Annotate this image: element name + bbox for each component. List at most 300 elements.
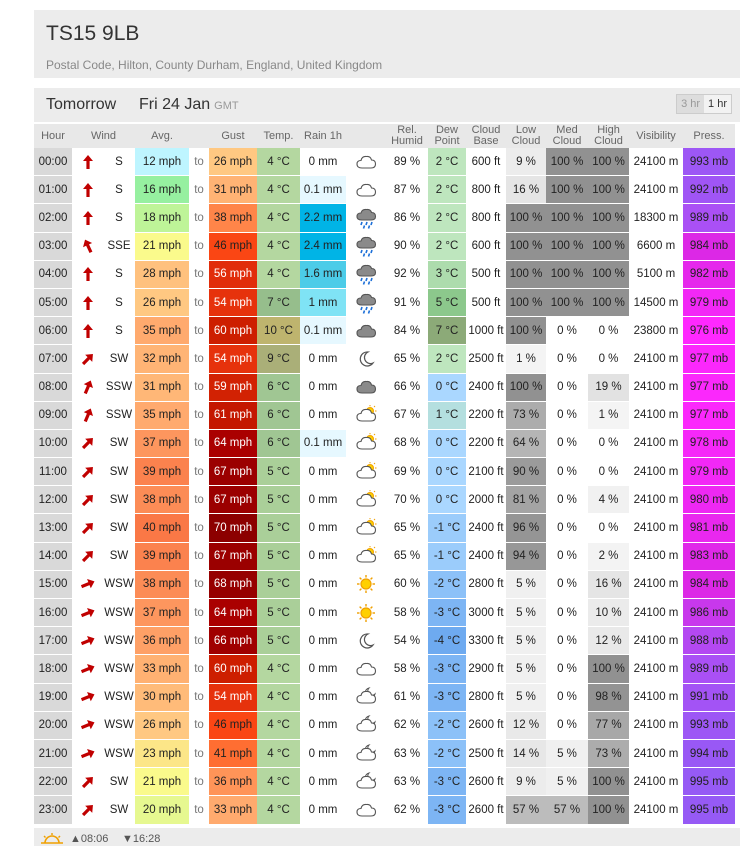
to-label: to [189, 739, 209, 767]
hour-cell: 21:00 [34, 739, 72, 767]
visibility: 24100 m [629, 796, 683, 824]
med-cloud: 0 % [546, 542, 588, 570]
header-med [546, 124, 588, 148]
high-cloud: 0 % [588, 317, 629, 345]
temperature: 4 °C [257, 711, 300, 739]
to-label: to [189, 458, 209, 486]
location-header [34, 10, 740, 78]
humidity: 66 % [386, 373, 428, 401]
pressure: 988 mb [683, 627, 735, 655]
rain-amount: 0 mm [300, 739, 346, 767]
wind-direction: S [103, 288, 135, 316]
hour-cell: 11:00 [34, 458, 72, 486]
header-avg: Avg. [135, 124, 189, 148]
cloud-base: 500 ft [466, 288, 506, 316]
high-cloud: 100 % [588, 655, 629, 683]
table-row [34, 458, 735, 486]
temperature: 5 °C [257, 486, 300, 514]
rain-amount: 0 mm [300, 542, 346, 570]
wind-arrow-icon [72, 486, 103, 514]
humidity: 84 % [386, 317, 428, 345]
table-row [34, 768, 735, 796]
rain-cloud-icon [346, 204, 386, 232]
to-label: to [189, 429, 209, 457]
pressure: 986 mb [683, 599, 735, 627]
wind-gust: 70 mph [209, 514, 257, 542]
dew-point: 2 °C [428, 148, 466, 176]
temperature: 6 °C [257, 401, 300, 429]
wind-direction: WSW [103, 739, 135, 767]
wind-avg: 12 mph [135, 148, 189, 176]
high-cloud: 4 % [588, 486, 629, 514]
dew-point: -1 °C [428, 514, 466, 542]
wind-avg: 30 mph [135, 683, 189, 711]
dew-point: 0 °C [428, 429, 466, 457]
high-cloud: 98 % [588, 683, 629, 711]
pressure: 995 mb [683, 768, 735, 796]
pressure: 994 mb [683, 739, 735, 767]
pressure: 977 mb [683, 373, 735, 401]
visibility: 24100 m [629, 768, 683, 796]
low-cloud: 5 % [506, 683, 546, 711]
wind-direction: S [103, 204, 135, 232]
pressure: 983 mb [683, 542, 735, 570]
hour-cell: 20:00 [34, 711, 72, 739]
wind-avg: 21 mph [135, 232, 189, 260]
low-cloud: 100 % [506, 232, 546, 260]
med-cloud: 5 % [546, 739, 588, 767]
humidity: 91 % [386, 288, 428, 316]
visibility: 24100 m [629, 627, 683, 655]
cloud-base: 600 ft [466, 232, 506, 260]
dew-point: 0 °C [428, 373, 466, 401]
pressure: 979 mb [683, 458, 735, 486]
wind-gust: 54 mph [209, 288, 257, 316]
to-label: to [189, 711, 209, 739]
wind-avg: 40 mph [135, 514, 189, 542]
header-high [588, 124, 629, 148]
wind-gust: 46 mph [209, 232, 257, 260]
visibility: 5100 m [629, 260, 683, 288]
rain-amount: 0 mm [300, 768, 346, 796]
dew-point: -1 °C [428, 542, 466, 570]
cloud-base: 2600 ft [466, 711, 506, 739]
header-dew-line2: Point [434, 135, 460, 147]
humidity: 86 % [386, 204, 428, 232]
wind-avg: 33 mph [135, 655, 189, 683]
low-cloud: 100 % [506, 317, 546, 345]
header-cloudbase-line1: Cloud [471, 124, 501, 136]
dew-point: 3 °C [428, 260, 466, 288]
humidity: 62 % [386, 796, 428, 824]
date-text: Fri 24 Jan [139, 96, 211, 113]
pressure: 989 mb [683, 204, 735, 232]
cloud-icon [346, 176, 386, 204]
moon-icon [346, 345, 386, 373]
cloud-base: 2400 ft [466, 542, 506, 570]
sun-cloud-icon [346, 514, 386, 542]
wind-arrow-icon [72, 570, 103, 598]
pressure: 984 mb [683, 570, 735, 598]
humidity: 65 % [386, 345, 428, 373]
cloud-base: 600 ft [466, 148, 506, 176]
med-cloud: 100 % [546, 176, 588, 204]
humidity: 63 % [386, 768, 428, 796]
wind-avg: 18 mph [135, 204, 189, 232]
wind-avg: 36 mph [135, 627, 189, 655]
to-label: to [189, 345, 209, 373]
to-label: to [189, 260, 209, 288]
visibility: 24100 m [629, 599, 683, 627]
table-header [34, 124, 735, 148]
dew-point: 0 °C [428, 486, 466, 514]
table-row [34, 796, 735, 824]
wind-gust: 60 mph [209, 655, 257, 683]
visibility: 24100 m [629, 683, 683, 711]
visibility: 24100 m [629, 148, 683, 176]
wind-gust: 46 mph [209, 711, 257, 739]
wind-direction: WSW [103, 655, 135, 683]
high-cloud: 19 % [588, 373, 629, 401]
low-cloud: 14 % [506, 739, 546, 767]
temperature: 4 °C [257, 796, 300, 824]
rain-amount: 0 mm [300, 514, 346, 542]
to-label: to [189, 288, 209, 316]
dew-point: -3 °C [428, 768, 466, 796]
low-cloud: 94 % [506, 542, 546, 570]
wind-direction: S [103, 148, 135, 176]
rain-amount: 1.6 mm [300, 260, 346, 288]
pressure: 982 mb [683, 260, 735, 288]
visibility: 24100 m [629, 711, 683, 739]
hour-cell: 16:00 [34, 599, 72, 627]
moon-cloud-icon [346, 711, 386, 739]
visibility: 24100 m [629, 176, 683, 204]
visibility: 24100 m [629, 486, 683, 514]
moon-cloud-icon [346, 739, 386, 767]
wind-avg: 26 mph [135, 711, 189, 739]
header-low-line1: Low [515, 124, 537, 136]
humidity: 90 % [386, 232, 428, 260]
day-bar [34, 88, 740, 122]
wind-avg: 38 mph [135, 486, 189, 514]
wind-arrow-icon [72, 655, 103, 683]
low-cloud: 5 % [506, 599, 546, 627]
header-high-line1: High [597, 124, 620, 136]
temperature: 4 °C [257, 768, 300, 796]
temperature: 4 °C [257, 739, 300, 767]
header-humid-line2: Humid [391, 135, 423, 147]
cloud-base: 2800 ft [466, 683, 506, 711]
hour-cell: 01:00 [34, 176, 72, 204]
wind-direction: SW [103, 486, 135, 514]
to-label: to [189, 796, 209, 824]
temperature: 5 °C [257, 542, 300, 570]
sun-icon [346, 599, 386, 627]
rain-amount: 0 mm [300, 458, 346, 486]
header-low [506, 124, 546, 148]
low-cloud: 100 % [506, 373, 546, 401]
rain-amount: 0 mm [300, 148, 346, 176]
wind-gust: 33 mph [209, 796, 257, 824]
visibility: 24100 m [629, 401, 683, 429]
high-cloud: 100 % [588, 768, 629, 796]
humidity: 67 % [386, 401, 428, 429]
wind-avg: 23 mph [135, 739, 189, 767]
med-cloud: 0 % [546, 655, 588, 683]
med-cloud: 0 % [546, 401, 588, 429]
header-pressure: Press. [683, 124, 735, 148]
dark-cloud-icon [346, 373, 386, 401]
rain-amount: 0 mm [300, 711, 346, 739]
wind-gust: 67 mph [209, 458, 257, 486]
low-cloud: 16 % [506, 176, 546, 204]
to-label: to [189, 542, 209, 570]
date-label [139, 96, 239, 114]
rain-amount: 2.4 mm [300, 232, 346, 260]
wind-direction: SSW [103, 401, 135, 429]
wind-avg: 38 mph [135, 570, 189, 598]
temperature: 5 °C [257, 627, 300, 655]
cloud-base: 2400 ft [466, 373, 506, 401]
humidity: 60 % [386, 570, 428, 598]
high-cloud: 100 % [588, 288, 629, 316]
humidity: 68 % [386, 429, 428, 457]
wind-avg: 21 mph [135, 768, 189, 796]
to-label: to [189, 768, 209, 796]
temperature: 4 °C [257, 148, 300, 176]
sun-cloud-icon [346, 486, 386, 514]
wind-avg: 28 mph [135, 260, 189, 288]
low-cloud: 57 % [506, 796, 546, 824]
cloud-base: 800 ft [466, 176, 506, 204]
wind-arrow-icon [72, 711, 103, 739]
low-cloud: 81 % [506, 486, 546, 514]
sun-cloud-icon [346, 429, 386, 457]
wind-gust: 54 mph [209, 345, 257, 373]
wind-gust: 36 mph [209, 768, 257, 796]
wind-gust: 56 mph [209, 260, 257, 288]
wind-gust: 60 mph [209, 317, 257, 345]
wind-gust: 68 mph [209, 570, 257, 598]
cloud-base: 3300 ft [466, 627, 506, 655]
visibility: 24100 m [629, 514, 683, 542]
cloud-base: 2600 ft [466, 768, 506, 796]
wind-arrow-icon [72, 176, 103, 204]
wind-avg: 35 mph [135, 401, 189, 429]
sun-footer [34, 828, 740, 846]
wind-arrow-icon [72, 204, 103, 232]
to-label: to [189, 514, 209, 542]
header-med-line2: Cloud [552, 135, 582, 147]
rain-amount: 0 mm [300, 570, 346, 598]
humidity: 54 % [386, 627, 428, 655]
wind-avg: 26 mph [135, 288, 189, 316]
pressure: 978 mb [683, 429, 735, 457]
hour-cell: 12:00 [34, 486, 72, 514]
med-cloud: 0 % [546, 317, 588, 345]
pressure: 979 mb [683, 288, 735, 316]
wind-direction: SW [103, 514, 135, 542]
rain-amount: 0.1 mm [300, 317, 346, 345]
low-cloud: 100 % [506, 260, 546, 288]
pressure: 991 mb [683, 683, 735, 711]
hour-cell: 03:00 [34, 232, 72, 260]
dew-point: -2 °C [428, 570, 466, 598]
sun-cloud-icon [346, 401, 386, 429]
wind-direction: SW [103, 542, 135, 570]
table-row [34, 627, 735, 655]
rain-amount: 0 mm [300, 401, 346, 429]
cloud-base: 1000 ft [466, 317, 506, 345]
wind-avg: 31 mph [135, 373, 189, 401]
wind-direction: SW [103, 768, 135, 796]
to-label: to [189, 627, 209, 655]
cloud-base: 2400 ft [466, 514, 506, 542]
dew-point: 2 °C [428, 176, 466, 204]
wind-direction: SW [103, 429, 135, 457]
visibility: 24100 m [629, 458, 683, 486]
high-cloud: 0 % [588, 429, 629, 457]
high-cloud: 16 % [588, 570, 629, 598]
dew-point: 7 °C [428, 317, 466, 345]
hour-cell: 00:00 [34, 148, 72, 176]
visibility: 24100 m [629, 570, 683, 598]
med-cloud: 100 % [546, 148, 588, 176]
header-med-line1: Med [556, 124, 578, 136]
temperature: 6 °C [257, 373, 300, 401]
wind-arrow-icon [72, 232, 103, 260]
cloud-base: 2500 ft [466, 739, 506, 767]
wind-gust: 61 mph [209, 401, 257, 429]
table-row [34, 148, 735, 176]
wind-direction: WSW [103, 570, 135, 598]
header-low-line2: Cloud [511, 135, 541, 147]
dew-point: 2 °C [428, 232, 466, 260]
med-cloud: 100 % [546, 288, 588, 316]
wind-gust: 67 mph [209, 542, 257, 570]
to-label: to [189, 204, 209, 232]
hour-cell: 06:00 [34, 317, 72, 345]
pressure: 995 mb [683, 796, 735, 824]
to-label: to [189, 373, 209, 401]
humidity: 70 % [386, 486, 428, 514]
hour-cell: 10:00 [34, 429, 72, 457]
med-cloud: 0 % [546, 486, 588, 514]
wind-gust: 59 mph [209, 373, 257, 401]
moon-icon [346, 627, 386, 655]
med-cloud: 0 % [546, 627, 588, 655]
wind-direction: WSW [103, 599, 135, 627]
wind-arrow-icon [72, 345, 103, 373]
wind-arrow-icon [72, 317, 103, 345]
to-label: to [189, 317, 209, 345]
dew-point: -3 °C [428, 599, 466, 627]
high-cloud: 12 % [588, 627, 629, 655]
table-row [34, 345, 735, 373]
header-gust: Gust [209, 124, 257, 148]
med-cloud: 0 % [546, 683, 588, 711]
low-cloud: 1 % [506, 345, 546, 373]
temperature: 4 °C [257, 232, 300, 260]
to-label: to [189, 176, 209, 204]
hour-cell: 13:00 [34, 514, 72, 542]
visibility: 24100 m [629, 542, 683, 570]
hour-cell: 04:00 [34, 260, 72, 288]
table-row [34, 542, 735, 570]
cloud-base: 2900 ft [466, 655, 506, 683]
low-cloud: 12 % [506, 711, 546, 739]
wind-direction: S [103, 317, 135, 345]
high-cloud: 100 % [588, 796, 629, 824]
cloud-icon [346, 796, 386, 824]
low-cloud: 64 % [506, 429, 546, 457]
dew-point: 2 °C [428, 345, 466, 373]
rain-cloud-icon [346, 232, 386, 260]
humidity: 69 % [386, 458, 428, 486]
high-cloud: 100 % [588, 260, 629, 288]
rain-amount: 0 mm [300, 373, 346, 401]
table-row [34, 711, 735, 739]
rain-amount: 0.1 mm [300, 176, 346, 204]
temperature: 4 °C [257, 683, 300, 711]
forecast-table [34, 124, 735, 825]
timezone-label: GMT [214, 100, 239, 112]
rain-amount: 0 mm [300, 345, 346, 373]
table-row [34, 401, 735, 429]
cloud-icon [346, 148, 386, 176]
dew-point: -3 °C [428, 683, 466, 711]
dew-point: -3 °C [428, 655, 466, 683]
table-row [34, 570, 735, 598]
visibility: 14500 m [629, 288, 683, 316]
rain-amount: 0 mm [300, 627, 346, 655]
table-row [34, 176, 735, 204]
visibility: 18300 m [629, 204, 683, 232]
med-cloud: 0 % [546, 711, 588, 739]
hour-cell: 19:00 [34, 683, 72, 711]
to-label: to [189, 655, 209, 683]
high-cloud: 73 % [588, 739, 629, 767]
pressure: 989 mb [683, 655, 735, 683]
moon-cloud-icon [346, 683, 386, 711]
pressure: 984 mb [683, 232, 735, 260]
sunrise-time: ▲08:06 [70, 833, 109, 845]
header-temp: Temp. [257, 124, 300, 148]
med-cloud: 5 % [546, 768, 588, 796]
rain-amount: 2.2 mm [300, 204, 346, 232]
toggle-3hr[interactable]: 3 hr [681, 98, 701, 110]
table-row [34, 599, 735, 627]
temperature: 7 °C [257, 288, 300, 316]
low-cloud: 96 % [506, 514, 546, 542]
high-cloud: 77 % [588, 711, 629, 739]
table-row [34, 683, 735, 711]
table-row [34, 373, 735, 401]
pressure: 976 mb [683, 317, 735, 345]
wind-arrow-icon [72, 288, 103, 316]
table-row [34, 429, 735, 457]
moon-cloud-icon [346, 768, 386, 796]
to-label: to [189, 599, 209, 627]
wind-arrow-icon [72, 627, 103, 655]
toggle-1hr[interactable]: 1 hr [704, 95, 731, 113]
wind-gust: 67 mph [209, 486, 257, 514]
cloud-base: 2200 ft [466, 401, 506, 429]
wind-arrow-icon [72, 458, 103, 486]
to-label: to [189, 148, 209, 176]
wind-arrow-icon [72, 542, 103, 570]
